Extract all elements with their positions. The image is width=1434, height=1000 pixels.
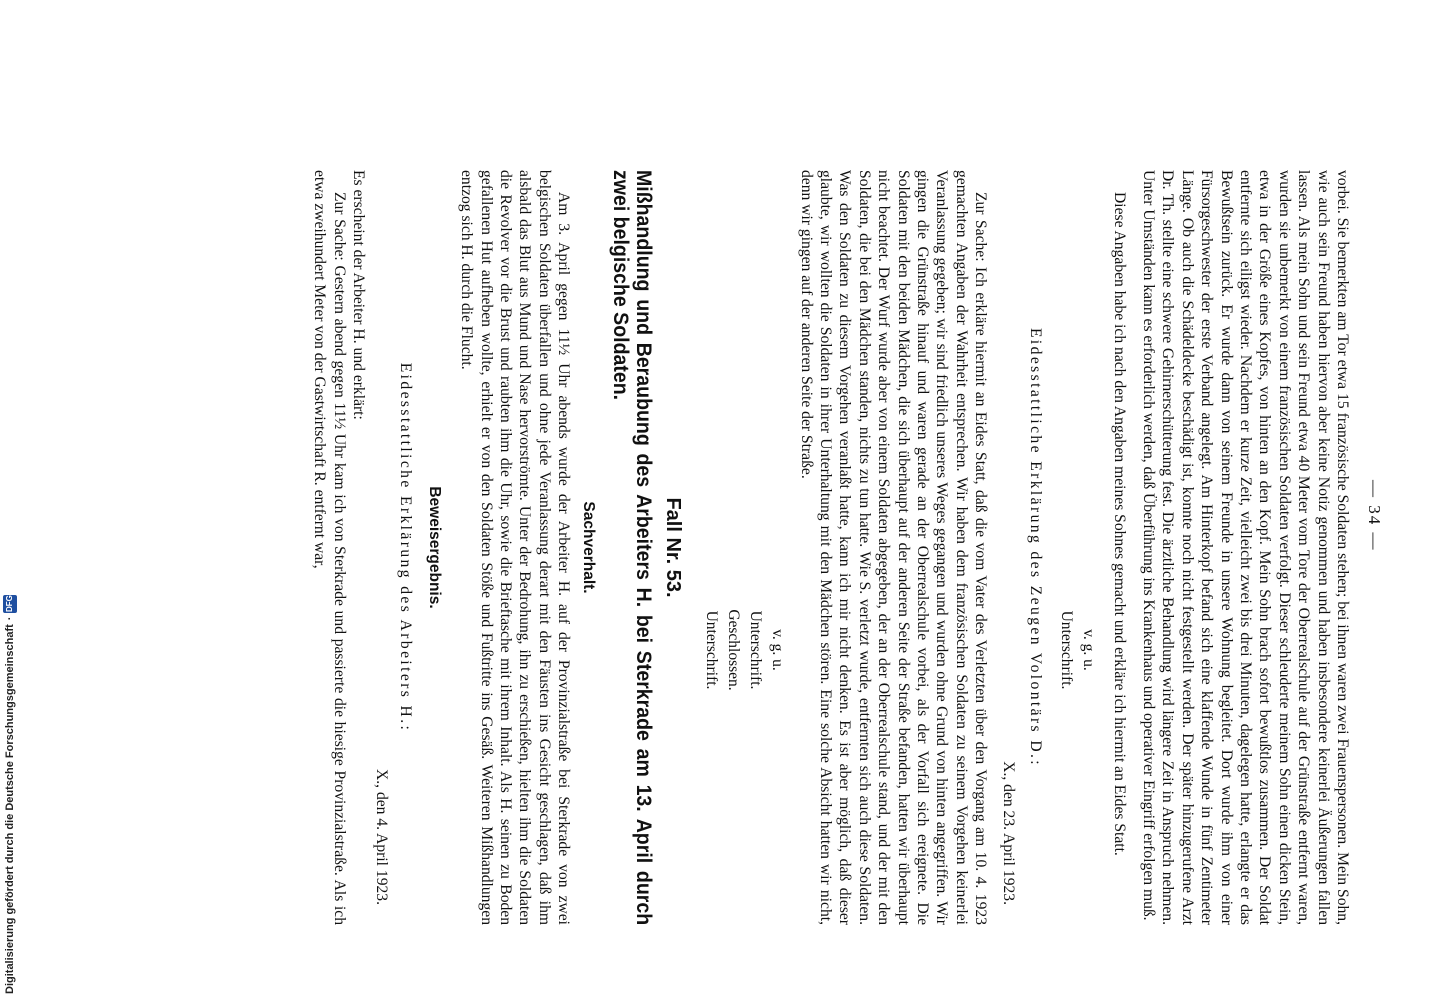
- page-number: — 34 —: [1365, 480, 1384, 552]
- heading-beweisergebnis: Beweisergebnis.: [425, 486, 443, 609]
- paragraph-arbeiter: Zur Sache: Gestern abend gegen 11½ Uhr kam ich von Sterkrade und passierte die hiesige Provinzialstraße. Als ich etwa zweihundert Meter von der Gastwirtschaft R. entfernt war,: [311, 170, 348, 925]
- signature-block-1: [1055, 520, 1099, 780]
- footer-credit-text: Digitalisierung gefördert durch die Deutsche Forschungsgemeinschaft: [4, 624, 16, 994]
- digitization-credit: Digitalisierung gefördert durch die Deutsche Forschungsgemeinschaft · DFG: [4, 595, 16, 994]
- signature-geschlossen: Geschlossen.: [725, 609, 743, 691]
- paragraph-opening: vorbei. Sie bemerkten am Tor etwa 15 französische Soldaten stehen; bei ihnen waren zwei Frauenspersonen. Mein Sohn, wie auch sein Freund haben hiervon aber keine Notiz genommen und haben insbesondere keinerlei Äußerungen fallen lassen. Als mein Sohn und sein Freund etwa 40 Meter vom Tore der Oberrealschule auf der Grünstraße entfernt waren, wurden sie unbemerkt von einem französischen Soldaten verfolgt. Dieser schleuderte meinem Sohn einen dicken Stein, etwa in der Größe eines Kopfes, von hinten an den Kopf. Mein Sohn brach sofort bewußtlos zusammen. Der Soldat entfernte sich eiligst wieder. Nachdem er kurze Zeit, vielleicht zwei bis drei Minuten, dagelegen hatte, erlangte er das Bewußtsein zurück. Er wurde dann von seinem Freunde in unsere Wohnung begleitet. Dort wurde ihm von einer Fürsorgeschwester der erste Verband angelegt. Am Hinterkopf befand sich eine klaffende Wunde in fünf Zentimeter Länge. Ob auch die Schädeldecke beschädigt ist, konnte noch nicht festgestellt werden. Der später hinzugerufene Arzt Dr. Th. stellte eine schwere Gehirnerschütterung fest. Die ärztliche Behandlung wird längere Zeit in Anspruch nehmen. Unter Umständen kann es erforderlich werden, daß Überführung ins Krankenhaus und operativer Eingriff erfolgen muß.: [1139, 170, 1351, 925]
- signature-vgu: v. g. u.: [769, 629, 787, 671]
- dfg-logo-icon: DFG: [3, 595, 17, 613]
- heading-sachverhalt: Sachverhalt.: [580, 501, 598, 594]
- paragraph-oath: Diese Angaben habe ich nach den Angaben meines Sohnes gemacht und erkläre ich hiermit an Eides Statt.: [1110, 192, 1128, 856]
- paragraph-volontaer: Zur Sache: Ich erkläre hiermit an Eides Statt, daß die vom Vater des Verletzten über den Vorgang am 10. 4. 1923 gemachten Angaben der Wahrheit entsprechen. Wir haben dem französischen Soldaten zu seinem Vorgehen keinerlei Veranlassung gegeben; wir sind friedlich unseres Weges gegangen und wurden ohne Grund von hinten angegriffen. Wir gingen die Grünstraße hinauf und waren gerade an der Oberrealschule vorbei, als der Vorfall sich ereignete. Die Soldaten mit den beiden Mädchen, die sich überhaupt auf der anderen Seite der Straße befanden, hatten wir überhaupt nicht beachtet. Der Wurf wurde aber von einem Soldaten abgegeben, der an der Oberrealschule stand, und der mit den Soldaten, die bei den Mädchen standen, nichts zu tun hatte. Wie S. verletzt wurde, entfernten sich auch diese Soldaten. Was den Soldaten zu diesem Vorgehen veranlaßt hatte, kann ich mir nicht denken. Es ist aber möglich, daß dieser glaubte, wir wollten die Soldaten in ihrer Unterhaltung mit den Mädchen stören. Eine solche Absicht hatten wir nicht, denn wir gingen auf der anderen Seite der Straße.: [797, 170, 990, 925]
- paragraph-sachverhalt: Am 3. April gegen 11½ Uhr abends wurde der Arbeiter H. auf der Provinzialstraße bei Sterkrade von zwei belgischen Soldaten überfallen und ohne jede Veranlassung derart mit den Fäusten ins Gesicht geschlagen, daß ihm alsbald das Blut aus Mund und Nase hervorströmte. Unter der Bedrohung, ihn zu erschießen, hielten ihm die Soldaten die Revolver vor die Brust und raubten ihm die Uhr, sowie die Brieftasche mit ihrem Inhalt. Als H. seinen zu Boden gefallenen Hut aufheben wollte, erhielt er von den Soldaten Stöße und Fußtritte ins Gesäß. Weiteren Mißhandlungen entzog sich H. durch die Flucht.: [458, 170, 573, 925]
- date-arbeiter: X., den 4. April 1923.: [373, 768, 391, 905]
- section-opening: [310, 170, 1352, 925]
- signature-unterschrift: Unterschrift.: [747, 610, 765, 690]
- signature-unterschrift: Unterschrift.: [1058, 610, 1076, 690]
- signature-block-2: [700, 520, 788, 780]
- case-number: Fall Nr. 53.: [662, 497, 685, 598]
- signature-vgu: v. g. u.: [1080, 629, 1098, 671]
- heading-volontaer: Eidesstattliche Erklärung des Zeugen Volontärs D.:: [1027, 327, 1045, 768]
- date-volontaer: X., den 23. April 1923.: [999, 761, 1017, 905]
- line-erscheint: Es erscheint der Arbeiter H. und erklärt:: [350, 170, 367, 420]
- heading-arbeiter: Eidesstattliche Erklärung des Arbeiters H.:: [396, 362, 414, 733]
- signature-unterschrift: Unterschrift.: [703, 610, 721, 690]
- case-title: Mißhandlung und Beraubung des Arbeiters H. bei Sterkrade am 13. April durch zwei belgische Soldaten.: [609, 170, 656, 926]
